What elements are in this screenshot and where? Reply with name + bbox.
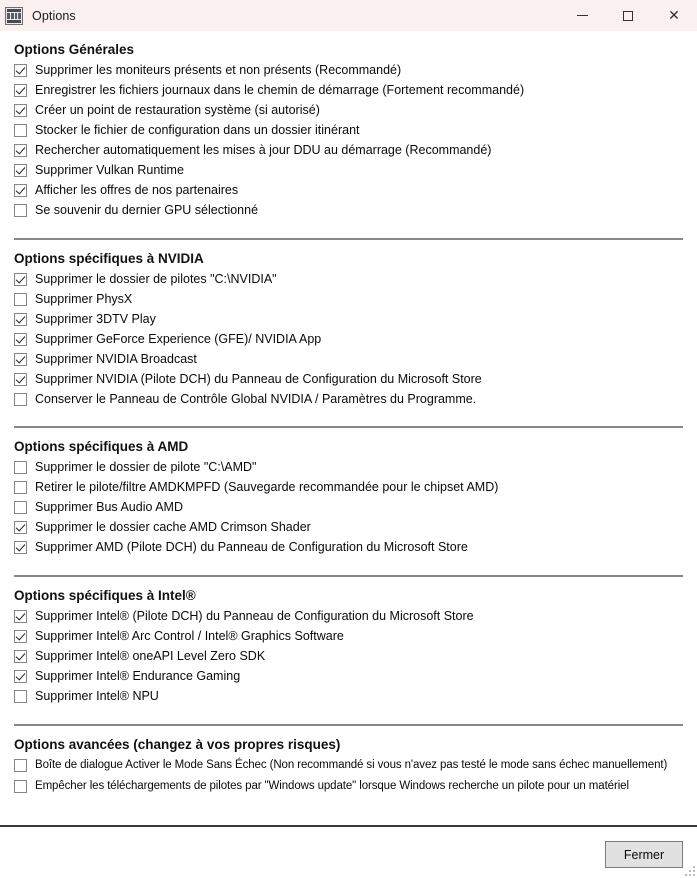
option-row[interactable]	[14, 776, 683, 797]
option-row[interactable]	[14, 200, 683, 220]
option-label: Supprimer 3DTV Play	[35, 311, 156, 326]
section-title: Options spécifiques à NVIDIA	[14, 251, 204, 266]
title-bar	[0, 0, 697, 32]
option-label: Enregistrer les fichiers journaux dans le chemin de démarrage (Fortement recommandé)	[35, 82, 525, 97]
option-row[interactable]	[14, 646, 683, 666]
resize-grip[interactable]	[681, 862, 695, 876]
option-label: Supprimer Intel® Endurance Gaming	[35, 668, 241, 683]
checkbox[interactable]	[14, 333, 27, 346]
option-label: Supprimer PhysX	[35, 291, 133, 306]
option-row[interactable]	[14, 60, 683, 80]
checkbox[interactable]	[14, 481, 27, 494]
option-list-intel	[14, 606, 683, 706]
minimize-icon	[577, 15, 588, 16]
option-row[interactable]	[14, 289, 683, 309]
option-list-general	[14, 60, 683, 220]
checkbox[interactable]	[14, 610, 27, 623]
option-row[interactable]	[14, 160, 683, 180]
checkbox[interactable]	[14, 313, 27, 326]
checkbox[interactable]	[14, 353, 27, 366]
window-controls	[559, 0, 697, 31]
option-row[interactable]	[14, 369, 683, 389]
checkbox[interactable]	[14, 670, 27, 683]
close-dialog-button[interactable]: Fermer	[605, 841, 683, 868]
options-panel	[0, 31, 697, 878]
option-label: Boîte de dialogue Activer le Mode Sans Échec (Non recommandé si vous n'avez pas testé le mode sans échec manuellement)	[35, 759, 668, 771]
checkbox[interactable]	[14, 104, 27, 117]
checkbox[interactable]	[14, 164, 27, 177]
option-row[interactable]	[14, 80, 683, 100]
checkbox[interactable]	[14, 124, 27, 137]
close-button[interactable]	[651, 0, 697, 31]
option-label: Rechercher automatiquement les mises à jour DDU au démarrage (Recommandé)	[35, 142, 492, 157]
option-row[interactable]	[14, 120, 683, 140]
maximize-button[interactable]	[605, 0, 651, 31]
option-label: Retirer le pilote/filtre AMDKMPFD (Sauvegarde recommandée pour le chipset AMD)	[35, 479, 499, 494]
section-general	[0, 40, 697, 220]
checkbox[interactable]	[14, 630, 27, 643]
option-row[interactable]	[14, 606, 683, 626]
option-row[interactable]	[14, 755, 683, 776]
option-row[interactable]	[14, 100, 683, 120]
checkbox[interactable]	[14, 541, 27, 554]
checkbox[interactable]	[14, 84, 27, 97]
section-title: Options spécifiques à Intel®	[14, 588, 196, 603]
section-intel	[0, 586, 697, 706]
close-icon: ✕	[668, 7, 680, 24]
option-row[interactable]	[14, 180, 683, 200]
option-label: Supprimer Vulkan Runtime	[35, 162, 184, 177]
maximize-icon	[623, 11, 633, 21]
option-row[interactable]	[14, 140, 683, 160]
option-row[interactable]	[14, 666, 683, 686]
window-title: Options	[32, 8, 76, 23]
checkbox[interactable]	[14, 780, 27, 793]
option-label: Supprimer AMD (Pilote DCH) du Panneau de Configuration du Microsoft Store	[35, 539, 468, 554]
checkbox[interactable]	[14, 64, 27, 77]
option-label: Supprimer le dossier cache AMD Crimson Shader	[35, 519, 311, 534]
option-label: Supprimer les moniteurs présents et non présents (Recommandé)	[35, 62, 402, 77]
option-row[interactable]	[14, 517, 683, 537]
checkbox[interactable]	[14, 204, 27, 217]
checkbox[interactable]	[14, 461, 27, 474]
option-label: Supprimer le dossier de pilotes "C:\NVIDIA"	[35, 271, 277, 286]
option-row[interactable]	[14, 309, 683, 329]
checkbox[interactable]	[14, 501, 27, 514]
section-title: Options Générales	[14, 42, 135, 57]
checkbox[interactable]	[14, 373, 27, 386]
option-label: Supprimer Bus Audio AMD	[35, 499, 183, 514]
option-label: Supprimer Intel® NPU	[35, 688, 159, 703]
option-list-nvidia	[14, 269, 683, 409]
option-row[interactable]	[14, 329, 683, 349]
option-label: Stocker le fichier de configuration dans un dossier itinérant	[35, 122, 360, 137]
checkbox[interactable]	[14, 393, 27, 406]
option-row[interactable]	[14, 457, 683, 477]
checkbox[interactable]	[14, 759, 27, 772]
option-label: Supprimer NVIDIA (Pilote DCH) du Panneau de Configuration du Microsoft Store	[35, 371, 482, 386]
option-label: Supprimer Intel® oneAPI Level Zero SDK	[35, 648, 266, 663]
checkbox[interactable]	[14, 521, 27, 534]
option-label: Supprimer GeForce Experience (GFE)/ NVIDIA App	[35, 331, 322, 346]
checkbox[interactable]	[14, 184, 27, 197]
section-nvidia	[0, 249, 697, 409]
option-row[interactable]	[14, 389, 683, 409]
checkbox[interactable]	[14, 273, 27, 286]
option-row[interactable]	[14, 269, 683, 289]
ddu-app-icon	[5, 7, 23, 25]
option-label: Empêcher les téléchargements de pilotes par "Windows update" lorsque Windows recherche un pilote pour un matériel	[35, 780, 629, 792]
checkbox[interactable]	[14, 144, 27, 157]
option-list-amd	[14, 457, 683, 557]
option-label: Créer un point de restauration système (si autorisé)	[35, 102, 320, 117]
option-label: Supprimer le dossier de pilote "C:\AMD"	[35, 459, 257, 474]
option-label: Supprimer NVIDIA Broadcast	[35, 351, 197, 366]
option-label: Supprimer Intel® (Pilote DCH) du Panneau de Configuration du Microsoft Store	[35, 608, 474, 623]
option-label: Se souvenir du dernier GPU sélectionné	[35, 202, 259, 217]
checkbox[interactable]	[14, 690, 27, 703]
checkbox[interactable]	[14, 650, 27, 663]
option-row[interactable]	[14, 477, 683, 497]
dialog-footer	[0, 825, 697, 878]
section-amd	[0, 437, 697, 557]
option-row[interactable]	[14, 497, 683, 517]
option-row[interactable]	[14, 349, 683, 369]
section-advanced	[0, 735, 697, 797]
option-label: Conserver le Panneau de Contrôle Global NVIDIA / Paramètres du Programme.	[35, 391, 477, 406]
checkbox[interactable]	[14, 293, 27, 306]
option-list-advanced	[14, 755, 683, 797]
section-title: Options spécifiques à AMD	[14, 439, 189, 454]
option-row[interactable]	[14, 686, 683, 706]
option-row[interactable]	[14, 537, 683, 557]
option-row[interactable]	[14, 626, 683, 646]
minimize-button[interactable]	[559, 0, 605, 31]
section-title: Options avancées (changez à vos propres risques)	[14, 737, 341, 752]
option-label: Afficher les offres de nos partenaires	[35, 182, 239, 197]
option-label: Supprimer Intel® Arc Control / Intel® Graphics Software	[35, 628, 344, 643]
